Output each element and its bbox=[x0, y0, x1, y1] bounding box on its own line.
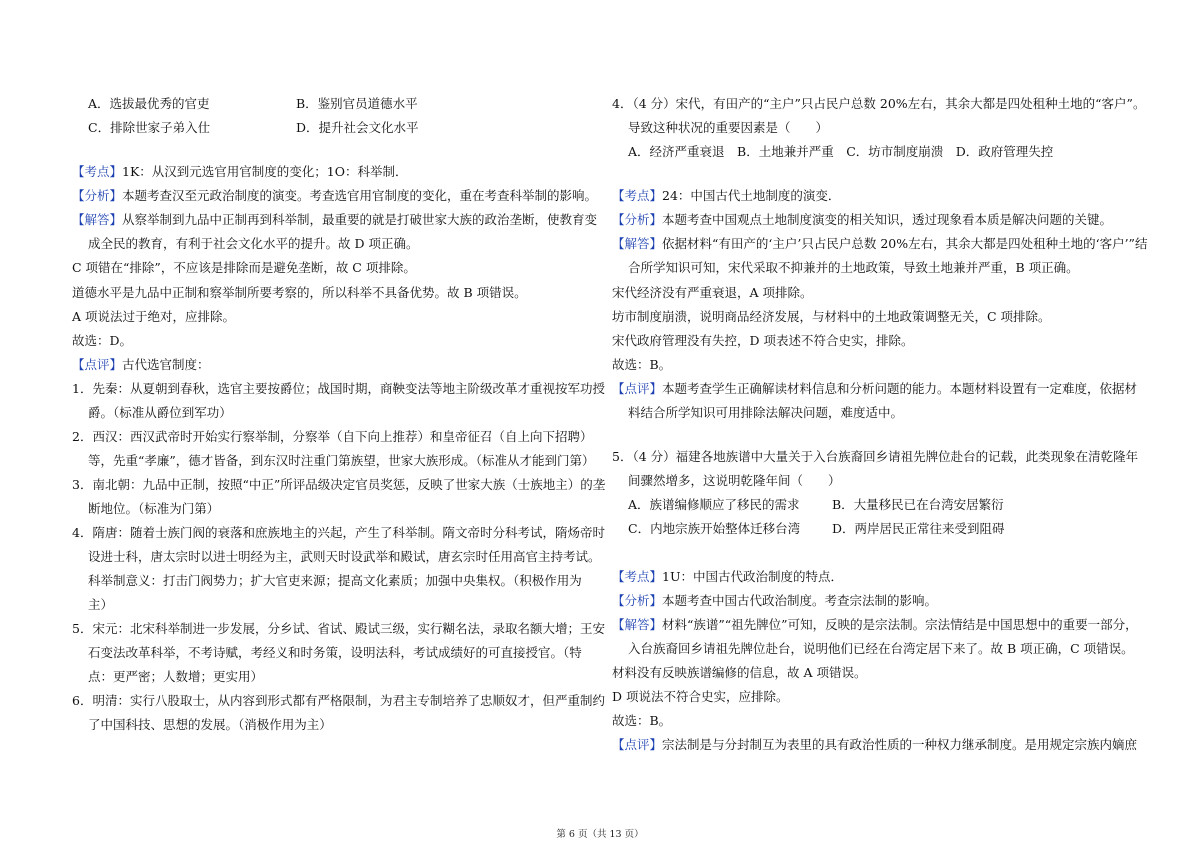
dianping-tag: 【点评】 bbox=[72, 357, 123, 372]
kaodian-tag: 【考点】 bbox=[612, 569, 663, 584]
option-d: D．提升社会文化水平 bbox=[296, 120, 419, 135]
answer-line: 故选：B。 bbox=[612, 357, 672, 372]
list-item-cont: 设进士科，唐太宗时以进士明经为主，武则天时设武举和殿试，唐玄宗时任用高官主持考试。 bbox=[88, 549, 601, 564]
q5-option-a: A．族谱编修顺应了移民的需求 bbox=[628, 497, 800, 512]
jieda-text-1: 从察举制到九品中正制再到科举制，最重要的就是打破世家大族的政治垄断，使教育变 bbox=[122, 212, 598, 227]
fenxi-text: 本题考查汉至元政治制度的演变。考查选官用官制度的变化，重在考查科举制的影响。 bbox=[122, 188, 598, 203]
option-a: A．选拔最优秀的官吏 bbox=[88, 96, 210, 111]
paragraph: D 项说法不符合史实，应排除。 bbox=[612, 689, 789, 704]
paragraph: C 项错在“排除”，不应该是排除而是避免垄断，故 C 项排除。 bbox=[72, 260, 416, 275]
fenxi-tag: 【分析】 bbox=[612, 593, 663, 608]
dianping-text: 古代选官制度： bbox=[122, 357, 210, 372]
option-c: C．排除世家子弟入仕 bbox=[88, 120, 211, 135]
dianping-text-2: 料结合所学知识可用排除法解决问题，难度适中。 bbox=[628, 405, 904, 420]
jieda-text-1: 依据材料“有田产的‘主户’只占民户总数 20%左右，其余大都是四处租种土地的‘客户’”结 bbox=[662, 236, 1148, 251]
paragraph: 道德水平是九品中正制和察举制所要考察的，所以科举不具备优势。故 B 项错误。 bbox=[72, 285, 527, 300]
jieda-row bbox=[72, 212, 597, 228]
list-item: 2．西汉：西汉武帝时开始实行察举制，分察举（自下向上推荐）和皇帝征召（自上向下招聘） bbox=[72, 429, 593, 444]
paragraph: 宋代政府管理没有失控，D 项表述不符合史实，排除。 bbox=[612, 333, 914, 348]
dianping-row bbox=[612, 381, 1137, 397]
fenxi-tag: 【分析】 bbox=[612, 212, 663, 227]
jieda-tag: 【解答】 bbox=[612, 236, 663, 251]
kaodian-tag: 【考点】 bbox=[72, 164, 123, 179]
kaodian-text: 1K：从汉到元选官用官制度的变化；1O：科举制． bbox=[122, 164, 408, 179]
jieda-text-2: 入台族裔回乡请祖先牌位赴台，说明他们已经在台湾定居下来了。故 B 项正确，C 项错误。 bbox=[628, 641, 1134, 656]
jieda-tag: 【解答】 bbox=[72, 212, 123, 227]
kaodian-text: 1U：中国古代政治制度的特点． bbox=[662, 569, 844, 584]
list-item: 4．隋唐：随着士族门阀的衰落和庶族地主的兴起，产生了科举制。隋文帝时分科考试，隋炀帝时 bbox=[72, 525, 605, 540]
list-item-cont: 爵。（标准从爵位到军功） bbox=[88, 405, 232, 420]
question-4: 4．（4 分）宋代，有田产的“主户”只占民户总数 20%左右，其余大都是四处租种土地的“客户”。 bbox=[612, 96, 1146, 111]
q5-option-d: D．两岸居民正常往来受到阻碍 bbox=[832, 521, 1005, 536]
jieda-text-2: 合所学知识可知，宋代采取不抑兼并的土地政策，导致土地兼并严重，B 项正确。 bbox=[628, 260, 1079, 275]
list-item: 6．明清：实行八股取士，从内容到形式都有严格限制，为君主专制培养了忠顺奴才，但严重制约 bbox=[72, 693, 605, 708]
page-footer: 第 6 页（共 13 页） bbox=[556, 829, 644, 840]
dianping-tag: 【点评】 bbox=[612, 381, 663, 396]
jieda-tag: 【解答】 bbox=[612, 617, 663, 632]
dianping-row bbox=[612, 737, 1137, 753]
list-item-cont: 主） bbox=[88, 597, 114, 612]
list-item-cont: 等，先重“孝廉”，德才皆备，到东汉时注重门第族望，世家大族形成。（标准从才能到门第） bbox=[88, 453, 595, 468]
fenxi-tag: 【分析】 bbox=[72, 188, 123, 203]
jieda-row bbox=[612, 617, 1138, 633]
list-item-cont: 断地位。（标准为门第） bbox=[88, 501, 220, 516]
dianping-row bbox=[72, 357, 210, 373]
kaodian-row bbox=[612, 569, 843, 585]
kaodian-text: 24：中国古代土地制度的演变． bbox=[662, 188, 841, 203]
dianping-text: 宗法制是与分封制互为表里的具有政治性质的一种权力继承制度。是用规定宗族内嫡庶 bbox=[662, 737, 1138, 752]
paragraph: A 项说法过于绝对，应排除。 bbox=[72, 309, 236, 324]
jieda-text-1: 材料“族谱”“祖先牌位”可知，反映的是宗法制。宗法情结是中国思想中的重要一部分， bbox=[662, 617, 1138, 632]
q5-option-b: B．大量移民已在台湾安居繁衍 bbox=[832, 497, 1004, 512]
fenxi-row bbox=[612, 593, 937, 609]
jieda-text-2: 成全民的教育，有利于社会文化水平的提升。故 D 项正确。 bbox=[88, 236, 419, 251]
kaodian-tag: 【考点】 bbox=[612, 188, 663, 203]
fenxi-row bbox=[72, 188, 597, 204]
list-item-cont: 石变法改革科举，不考诗赋，考经义和时务策，设明法科，考试成绩好的可直接授官。（特 bbox=[88, 645, 582, 660]
kaodian-row bbox=[72, 164, 408, 180]
dianping-tag: 【点评】 bbox=[612, 737, 663, 752]
answer-line: 故选：D。 bbox=[72, 333, 133, 348]
list-item: 3．南北朝：九品中正制，按照“中正”所评品级决定官员奖惩，反映了世家大族（士族地主）的垄 bbox=[72, 477, 606, 492]
dianping-text-1: 本题考查学生正确解读材料信息和分析问题的能力。本题材料设置有一定难度，依据材 bbox=[662, 381, 1138, 396]
kaodian-row bbox=[612, 188, 840, 204]
fenxi-row bbox=[612, 212, 1112, 228]
option-b: B．鉴别官员道德水平 bbox=[296, 96, 418, 111]
list-item-cont: 科举制意义：打击门阀势力；扩大官吏来源；提高文化素质；加强中央集权。（积极作用为 bbox=[88, 573, 582, 588]
fenxi-text: 本题考查中国古代政治制度。考查宗法制的影响。 bbox=[662, 593, 938, 608]
list-item: 1．先秦：从夏朝到春秋，选官主要按爵位；战国时期，商鞅变法等地主阶级改革才重视按军功授 bbox=[72, 381, 605, 396]
jieda-row bbox=[612, 236, 1147, 252]
q5-option-c: C．内地宗族开始整体迁移台湾 bbox=[628, 521, 801, 536]
question-4-options: A．经济严重衰退 B．土地兼并严重 C．坊市制度崩溃 D．政府管理失控 bbox=[628, 144, 1054, 159]
question-5-cont: 间骤然增多，这说明乾隆年间（ ） bbox=[628, 473, 841, 488]
paragraph: 宋代经济没有严重衰退，A 项排除。 bbox=[612, 285, 813, 300]
list-item: 5．宋元：北宋科举制进一步发展，分乡试、省试、殿试三级，实行糊名法，录取名额大增；王安 bbox=[72, 621, 605, 636]
list-item-cont: 点：更严密；人数增；更实用） bbox=[88, 669, 264, 684]
paragraph: 坊市制度崩溃，说明商品经济发展，与材料中的土地政策调整无关，C 项排除。 bbox=[612, 309, 1051, 324]
fenxi-text: 本题考查中国观点土地制度演变的相关知识，透过现象看本质是解决问题的关键。 bbox=[662, 212, 1113, 227]
question-5: 5．（4 分）福建各地族谱中大量关于入台族裔回乡请祖先牌位赴台的记载，此类现象在清乾隆年 bbox=[612, 449, 1139, 464]
answer-line: 故选：B。 bbox=[612, 713, 672, 728]
list-item-cont: 了中国科技、思想的发展。（消极作用为主） bbox=[88, 717, 332, 732]
question-4-cont: 导致这种状况的重要因素是（ ） bbox=[628, 120, 829, 135]
paragraph: 材料没有反映族谱编修的信息，故 A 项错误。 bbox=[612, 665, 867, 680]
